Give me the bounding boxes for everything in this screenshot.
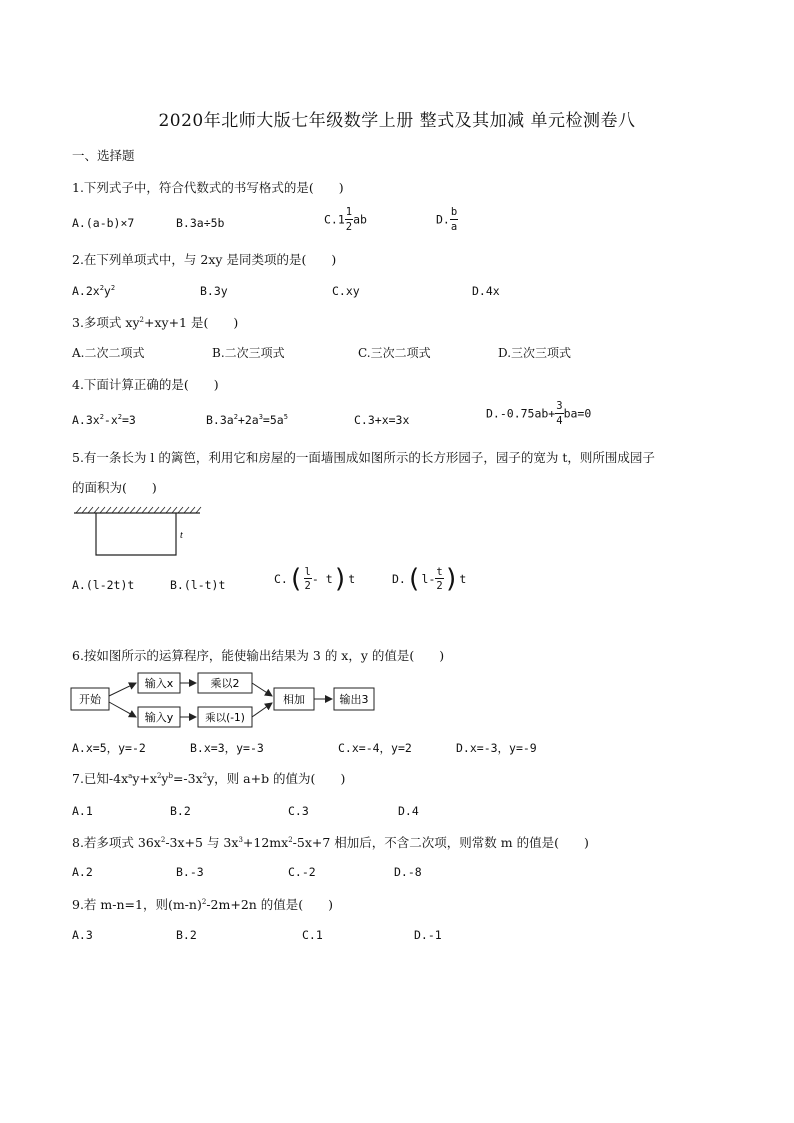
flowchart [70,672,390,732]
question-3-stem [72,313,238,331]
exponent: 2 [288,836,293,844]
denominator: 4 [556,414,563,427]
exponent: 2 [99,284,104,292]
exponent: 2 [139,316,144,324]
q1-option-a: A.(a-b)×7 [72,216,135,230]
q2-option-b: B.3y [200,284,228,298]
q8-option-a: A.2 [72,865,93,879]
q6-option-a: A.x=5，y=-2 [72,741,146,755]
q9-option-c: C.1 [302,928,323,942]
q2-a-base: A.2x [72,284,100,298]
exponent: 3 [258,413,263,421]
q3-stem-pre: 3.多项式 xy [72,315,140,330]
flow-input-x-label: 输入x [144,677,174,690]
exponent: 2 [110,284,116,292]
q4-d-pre: D.-0.75ab+ [486,406,556,421]
fraction [555,401,563,426]
q4-option-d [486,401,591,426]
right-paren: ) [332,564,349,594]
exponent: 5 [283,413,288,421]
denominator: a [450,220,458,233]
q7-stem-mid3: =-3x [172,771,203,786]
q2-option-d: D.4x [472,284,500,298]
flow-mul-neg1-label: 乘以(-1) [205,712,245,724]
fraction [345,207,353,232]
garden-figure [72,505,202,560]
q7-stem-mid1: y+x [132,771,157,786]
q6-option-b: B.x=3，y=-3 [190,741,264,755]
q5-c-post: t [348,572,356,586]
q5-d-lead: l- [421,572,436,586]
q6-option-c: C.x=-4，y=2 [338,741,412,755]
exponent: 2 [202,772,208,780]
question-1-stem: 1.下列式子中，符合代数式的书写格式的是( ) [72,180,344,195]
q6-option-d: D.x=-3，y=-9 [456,741,537,755]
question-2-stem: 2.在下列单项式中，与 2xy 是同类项的是( ) [72,252,337,267]
q5-option-a: A.(l-2t)t [72,578,135,592]
exponent: 2 [99,413,104,421]
q8-stem-pre: 8.若多项式 36x [72,835,161,850]
q1-d-prefix: D. [436,212,450,227]
q5-d-pre: D. [392,572,406,586]
q4-b-mid2: =5a [262,413,284,427]
flow-start-label: 开始 [79,693,101,706]
q4-a-pre: A.3x [72,413,100,427]
q3-option-a: A.二次二项式 [72,346,145,360]
q1-option-c [324,207,367,232]
exponent: 3 [238,836,243,844]
exponent: b [168,772,173,780]
q5-d-post: t [459,572,467,586]
q7-stem-pre: 7.已知-4x [72,771,129,786]
q8-stem-post: -5x+7 相加后，不含二次项，则常数 m 的值是( ) [292,835,589,850]
q5-c-mid: - t [311,572,333,586]
q7-stem-post: y，则 a+b 的值为( ) [207,771,346,786]
exponent: 2 [233,413,238,421]
q8-stem-mid1: -3x+5 与 3x [165,835,239,850]
q4-a-post: =3 [122,413,136,427]
q8-option-b: B.-3 [176,865,204,879]
q4-option-b [206,413,288,427]
q5-option-b: B.(l-t)t [170,578,226,592]
q3-option-b: B.二次三项式 [212,346,285,360]
page-title: 2020年北师大版七年级数学上册 整式及其加减 单元检测卷八 [158,111,636,131]
q5-option-c [274,566,355,592]
q7-option-a: A.1 [72,804,93,818]
q3-option-d: D.三次三项式 [498,346,572,360]
left-paren: ( [287,564,304,594]
flow-output-label: 输出3 [339,693,369,706]
question-5-stem-line1: 5.有一条长为 l 的篱笆，利用它和房屋的一面墙围成如图所示的长方形园子，园子的宽为 t，则所围成园子 [72,450,655,465]
denominator: 2 [345,220,353,233]
question-7-stem [72,769,345,787]
width-label: t [180,530,183,541]
exponent: 2 [117,413,122,421]
numerator: t [436,565,443,578]
left-paren: ( [405,564,422,594]
fraction [450,207,458,232]
q1-option-d [436,207,458,232]
q3-stem-post: +xy+1 是( ) [143,315,239,330]
q8-option-c: C.-2 [288,865,316,879]
question-8-stem [72,833,589,851]
exponent: a [128,772,133,780]
denominator: 2 [304,580,311,592]
wall-hatching [76,507,201,513]
numerator: b [450,206,458,218]
numerator: l [304,565,311,578]
q2-option-a [72,284,115,298]
q1-c-suffix: ab [353,212,367,227]
q7-option-b: B.2 [170,804,191,818]
q4-option-c: C.3+x=3x [354,413,410,427]
fraction [435,567,443,592]
q9-stem-post: -2m+2n 的值是( ) [206,897,334,912]
q9-stem-pre: 9.若 m-n=1，则(m-n) [72,897,202,912]
q4-b-mid: +2a [237,413,259,427]
flow-mul2-label: 乘以2 [210,677,240,690]
q5-option-d [392,566,466,592]
right-paren: ) [443,564,460,594]
q8-option-d: D.-8 [394,865,422,879]
denominator: 2 [436,580,443,592]
fraction [304,567,312,592]
q4-option-a [72,413,136,427]
numerator: 3 [556,400,563,412]
q1-option-b: B.3a÷5b [176,216,225,230]
question-6-stem: 6.按如图所示的运算程序，能使输出结果为 3 的 x，y 的值是( ) [72,648,445,663]
flow-input-y-label: 输入y [144,711,174,724]
q5-c-pre: C. [274,572,288,586]
exponent: 2 [156,772,162,780]
q4-a-mid: -x [103,413,118,427]
q9-option-d: D.-1 [414,928,442,942]
q4-b-pre: B.3a [206,413,234,427]
q2-a-var: y [103,284,111,298]
q7-stem-mid2: y [161,771,169,786]
q7-option-d: D.4 [398,804,419,818]
exponent: 2 [160,836,166,844]
q2-option-c: C.xy [332,284,360,298]
fence-rectangle [96,513,176,555]
question-9-stem [72,895,333,913]
exponent: 2 [201,898,207,906]
question-5-stem-line2: 的面积为( ) [72,480,157,495]
q9-option-a: A.3 [72,928,93,942]
flow-add-label: 相加 [283,693,305,706]
question-4-stem: 4.下面计算正确的是( ) [72,377,219,392]
q1-c-prefix: C.1 [324,212,345,227]
q8-stem-mid2: +12mx [242,835,289,850]
numerator: 1 [345,206,353,218]
q7-option-c: C.3 [288,804,309,818]
section-heading: 一、选择题 [72,148,135,163]
q9-option-b: B.2 [176,928,197,942]
q3-option-c: C.三次二项式 [358,346,431,360]
q4-d-post: ba=0 [563,406,592,421]
